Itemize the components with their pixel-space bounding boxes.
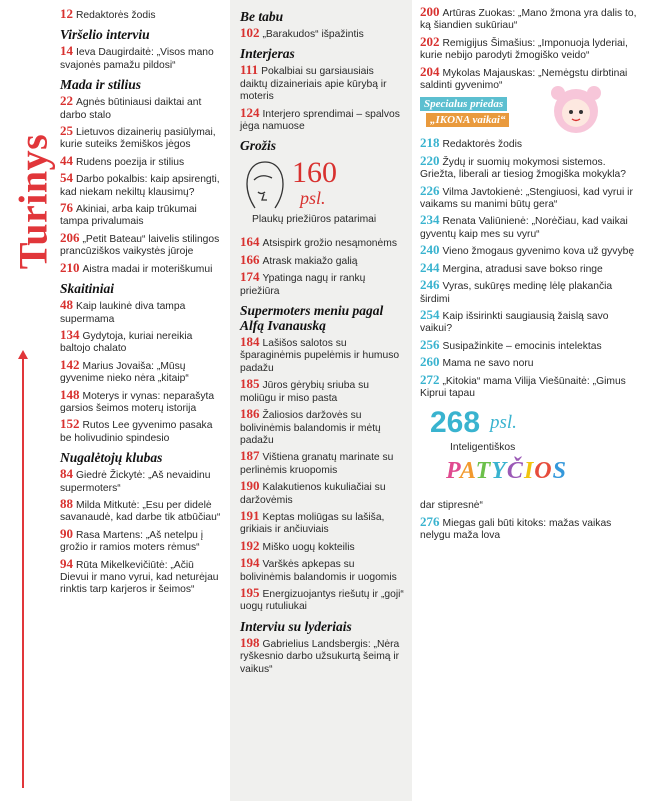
entry-title: Rūta Mikelkevičiūtė: „Ačiū Dievui ir mano vyrui, kad neturėjau rinktis tarp karjeros ir šeimos“: [60, 559, 219, 596]
page-number: 184: [240, 334, 260, 350]
toc-entry: [60, 356, 224, 386]
page-number: 148: [60, 386, 80, 402]
entry-title: Milda Mitkutė: „Esu per didelė savanaudė, kad darbe tik atbūčiau“: [60, 499, 221, 524]
toc-entry: [60, 386, 224, 416]
entry-title: Ieva Daugirdaitė: „Visos mano svajonės pamažu pildosi“: [60, 47, 214, 71]
entry-title: Vištiena granatų marinate su perlinėmis kruopomis: [240, 452, 394, 476]
entry-title: Aistra madai ir moteriškumui: [82, 263, 213, 275]
page-number: 195: [240, 584, 260, 600]
page-number: 234: [420, 212, 440, 228]
toc-entry: [420, 279, 641, 306]
entry-title: Giedrė Žickytė: „Aš nevaidinu supermoters“: [60, 470, 211, 494]
page-number: 22: [60, 93, 73, 109]
section-heading: Interviu su lyderiais: [240, 618, 352, 634]
toc-entry: [60, 202, 224, 229]
page-number: 220: [420, 152, 440, 168]
toc-entry: [240, 378, 404, 405]
toc-entry: [240, 634, 404, 676]
toc-entry: [60, 299, 224, 326]
entry-title: Miško uogų kokteilis: [262, 541, 355, 553]
page-number: 202: [420, 33, 440, 49]
page-number: 111: [240, 62, 259, 78]
section-heading: Be tabu: [240, 9, 284, 24]
page-number: 76: [60, 200, 73, 216]
supplement-label: Specialus priedas: [420, 97, 507, 111]
page-number: 25: [60, 123, 73, 139]
feature-title: Inteligentiškos: [450, 442, 516, 454]
entry-title: Mergina, atradusi save bokso ringe: [442, 263, 603, 275]
entry-title: Energizuojantys riešutų ir „goji“ uogų rutuliukai: [240, 588, 404, 613]
kids-feature: [420, 406, 641, 498]
toc-entry: [240, 584, 404, 614]
toc-entry: [240, 537, 404, 554]
toc-entry: [60, 468, 224, 495]
toc-entry: [60, 418, 224, 445]
entry-title: Gydytoja, kuriai nereikia baltojo chalato: [60, 330, 193, 355]
toc-entry: [240, 336, 404, 375]
vertical-title: Turinys: [10, 133, 56, 270]
entry-title: Lašišos salotos su šparaginėmis pupelėmis ir humuso padažu: [240, 338, 400, 374]
feature-page-number: 268: [430, 406, 481, 440]
page-number: 204: [420, 63, 440, 79]
entry-title: „Barakudos“ išpažintis: [262, 29, 364, 40]
page-number: 272: [420, 371, 440, 387]
page-number: 84: [60, 466, 73, 482]
toc-entry: [420, 371, 641, 401]
toc-entry: [60, 259, 224, 276]
toc-entry: [420, 152, 641, 182]
toc-entry: [420, 214, 641, 241]
entry-title: Mykolas Majauskas: „Nemėgstu dirbtinai saldinti gyvenimo“: [420, 67, 628, 92]
page-number: 226: [420, 182, 440, 198]
page-number: 218: [420, 135, 440, 151]
toc-entry: [240, 557, 404, 584]
feature-title: Plaukų priežiūros patarimai: [252, 214, 377, 226]
page-number: 142: [60, 356, 80, 372]
entry-title: „Petit Bateau“ laivelis stilingos prancūziškos vaikystės jūroje: [60, 233, 220, 258]
entry-title: Kalakutienos kukuliačiai su daržovėmis: [240, 482, 386, 506]
page-number: 256: [420, 336, 440, 352]
toc-entry: [60, 45, 224, 72]
page-number: 164: [240, 234, 260, 250]
entry-title: Keptas moliūgas su lašiša, grikiais ir ančiuviais: [240, 511, 385, 536]
toc-column-3: [412, 0, 651, 801]
toc-entry: [420, 33, 641, 63]
toc-entry: [60, 229, 224, 259]
toc-entry: [60, 525, 224, 555]
page-number: 206: [60, 229, 80, 245]
entry-title: Jūros gėrybių sriuba su moliūgu ir miso pasta: [240, 380, 369, 404]
toc-entry: [60, 8, 224, 22]
toc-entry: [60, 95, 224, 122]
entry-title: Rudens poezija ir stilius: [76, 156, 185, 168]
toc-entry: [420, 259, 641, 276]
entry-title: Marius Jovaiša: „Mūsų gyvenime nieko nėra „kitaip“: [60, 360, 189, 385]
entry-title: Renata Valiūnienė: „Norėčiau, kad vaikai gyventų kaip mes su vyru“: [420, 216, 628, 240]
page-number: 44: [60, 152, 73, 168]
page-number: 210: [60, 259, 80, 275]
toc-entry: [420, 306, 641, 336]
entry-title: Varškės apkepas su bolivinėmis balandomis ir uogomis: [240, 559, 397, 583]
entry-title: Moterys ir vynas: neparašyta garsios šeimos moterų istorija: [60, 390, 215, 414]
toc-entry: [60, 152, 224, 169]
entry-title: Agnės būtiniausi daiktai ant darbo stalo: [60, 97, 202, 121]
page-number: 14: [60, 43, 73, 59]
entry-title: Ypatinga nagų ir rankų priežiūra: [240, 273, 366, 297]
toc-entry: [420, 356, 641, 370]
section-heading: Skaitiniai: [60, 281, 115, 297]
page-number: 152: [60, 416, 80, 432]
toc-entry: [240, 251, 404, 268]
entry-title: Atsispirk grožio nesąmonėms: [262, 238, 397, 250]
page-number: 94: [60, 555, 73, 571]
page-number: 48: [60, 297, 73, 313]
face-sketch-icon: [240, 158, 290, 221]
toc-entry: [240, 64, 404, 103]
page-number: 246: [420, 277, 440, 293]
page-number: 12: [60, 6, 73, 21]
entry-title: Susipažinkite – emocinis intelektas: [442, 340, 602, 352]
entry-title: Atrask makiažo galią: [262, 255, 358, 267]
section-heading: Viršelio interviu: [60, 27, 150, 43]
section-heading: Interjeras: [240, 46, 295, 62]
feature-page-unit: psl.: [490, 412, 517, 434]
section-heading: Nugalėtojų klubas: [60, 450, 163, 466]
page-number: 124: [240, 104, 260, 120]
page-number: 90: [60, 525, 73, 541]
toc-entry: [240, 480, 404, 507]
page-number: 185: [240, 376, 260, 392]
special-supplement: [420, 95, 641, 129]
entry-title: Žydų ir suomių mokymosi sistemos. Griežta, liberali ar tiesiog žmogiška mokykla?: [420, 156, 627, 181]
toc-entry: [420, 513, 641, 543]
entry-title: Miegas gali būti kitoks: mažas vaikas nelygu maža lova: [420, 517, 612, 542]
toc-entry: [60, 555, 224, 597]
feature-page-number: 160: [292, 156, 337, 190]
entry-title: Žaliosios daržovės su bolivinėmis balandomis ir mėtų padažu: [240, 410, 381, 446]
section-heading: Grožis: [240, 138, 277, 154]
toc-entry: [60, 125, 224, 152]
entry-title: Kaip laukinė diva tampa supermama: [60, 301, 186, 325]
page-number: 191: [240, 507, 260, 523]
toc-entry: [240, 27, 404, 41]
toc-entry: [240, 408, 404, 447]
toc-entry: [60, 172, 224, 199]
entry-title: Artūras Zuokas: „Mano žmona yra dalis to, ką šiandien sukūriau“: [420, 8, 637, 32]
page-number: 198: [240, 634, 260, 650]
page-number: 240: [420, 242, 440, 258]
page-number: 166: [240, 251, 260, 267]
entry-title: Rasa Martens: „Aš netelpu į grožio ir ramios moters rėmus“: [60, 529, 204, 554]
page-number: 194: [240, 555, 260, 571]
page-number: 174: [240, 269, 260, 285]
page-number: 187: [240, 448, 260, 464]
toc-entry: [240, 450, 404, 477]
toc-column-1: [0, 0, 230, 801]
patycios-logo: PATYČIOS: [446, 458, 567, 485]
toc-entry: [420, 500, 641, 512]
page-number: 254: [420, 306, 440, 322]
girl-illustration-icon: [538, 81, 616, 144]
entry-title: Redaktorės žodis: [76, 10, 156, 21]
entry-title: Vieno žmogaus gyvenimo kova už gyvybę: [442, 246, 635, 258]
page-number: 88: [60, 495, 73, 511]
feature-page-unit: psl.: [300, 188, 326, 209]
page-number: 102: [240, 25, 260, 40]
section-heading: Mada ir stilius: [60, 77, 142, 93]
entry-title: Mama ne savo noru: [442, 358, 534, 370]
page-number: 276: [420, 513, 440, 529]
beauty-feature: [240, 156, 404, 234]
entry-title: Darbo pokalbis: kaip apsirengti, kad niekam nekiltų klausimų?: [60, 174, 220, 198]
entry-title: Remigijus Šimašius: „Imponuoja lyderiai, kurie nebijo parodyti žmogiško veido“: [420, 37, 628, 62]
entry-title: Pokalbiai su garsiausiais daiktų dizaineriais apie kūrybą ir moteris: [240, 66, 387, 103]
page-number: 260: [420, 354, 440, 370]
entry-title: Lietuvos dizainerių pasiūlymai, kurie suteiks žemiškos jėgos: [60, 127, 216, 151]
toc-entry: [420, 336, 641, 353]
toc-entry: [420, 6, 641, 33]
entry-title: Gabrielius Landsbergis: „Nėra ryškesnio darbo užsukurtą šeimą ir vaikus“: [240, 638, 400, 675]
toc-entry: [420, 244, 641, 258]
page-number: 54: [60, 170, 73, 186]
toc-entry: [60, 495, 224, 525]
entry-title: Redaktorės žodis: [442, 139, 523, 151]
toc-entry: [420, 182, 641, 212]
page-number: 200: [420, 4, 440, 19]
supplement-name: „IKONA vaikai“: [426, 113, 509, 127]
section-heading: Supermoters meniu pagal Alfą Ivanauską: [240, 303, 384, 334]
entry-title: Vilma Javtokienė: „Stengiuosi, kad vyrui ir vaikams su manimi būtų gera“: [420, 186, 633, 211]
toc-entry: [240, 507, 404, 537]
entry-title: dar stipresnė“: [420, 500, 483, 512]
entry-title: Vyras, sukūręs medinę lėlę plakančia širdimi: [420, 281, 613, 305]
entry-title: Akiniai, arba kaip trūkumai tampa privalumais: [60, 204, 197, 228]
page-number: 134: [60, 326, 80, 342]
toc-entry: [60, 326, 224, 356]
toc-column-2: [230, 0, 412, 801]
page-number: 244: [420, 259, 440, 275]
toc-entry: [240, 271, 404, 298]
entry-title: Rutos Lee gyvenimo pasaka be holivudinio spindesio: [60, 420, 213, 444]
page-number: 186: [240, 406, 260, 422]
toc-entry: [240, 236, 404, 250]
entry-title: Kaip išsirinkti saugiausią žaislą savo vaikui?: [420, 310, 609, 335]
page-number: 192: [240, 537, 260, 553]
page-number: 190: [240, 478, 260, 494]
entry-title: Interjero sprendimai – spalvos jėga namuose: [240, 108, 400, 133]
entry-title: „Kitokia“ mama Vilija Viešūnaitė: „Gimus Kiprui tapau: [420, 375, 626, 399]
toc-entry: [240, 104, 404, 134]
